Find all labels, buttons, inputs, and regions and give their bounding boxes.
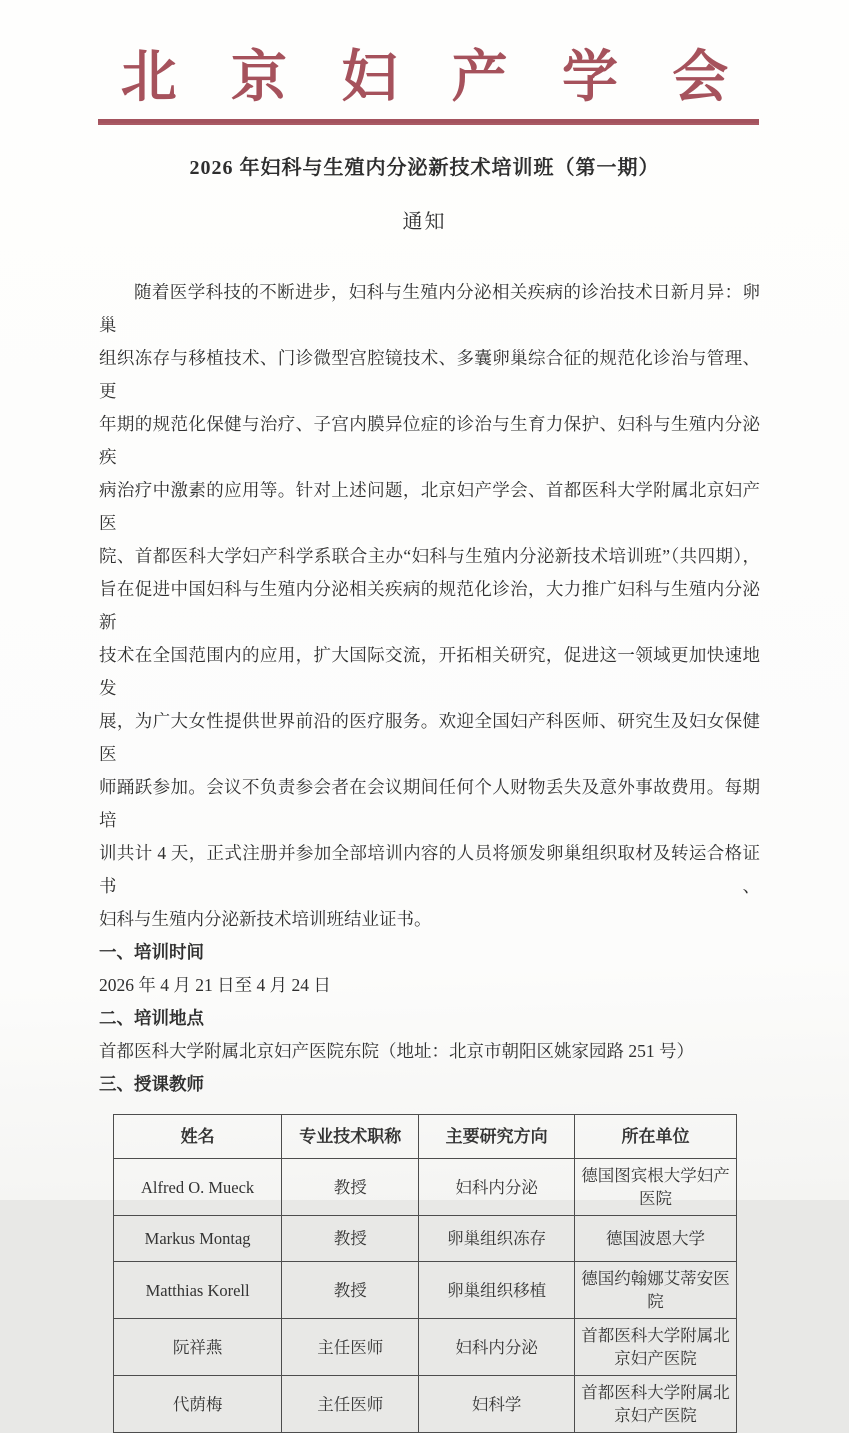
body-line: 病治疗中激素的应用等。针对上述问题，北京妇产学会、首都医科大学附属北京妇产医 xyxy=(99,480,760,534)
notice-subtitle: 通知 xyxy=(402,211,447,234)
section-heading-training-time: 一、培训时间 xyxy=(99,942,204,963)
teacher-affiliation: 首都医科大学附属北京妇产医院 xyxy=(575,1376,737,1433)
teacher-name: Markus Montag xyxy=(114,1216,282,1262)
section-heading-training-location: 二、培训地点 xyxy=(99,1008,204,1029)
body-line: 训共计 4 天，正式注册并参加全部培训内容的人员将颁发卵巢组织取材及转运合格证书、 xyxy=(99,843,760,897)
body-line: 随着医学科技的不断进步，妇科与生殖内分泌相关疾病的诊治技术日新月异：卵巢 xyxy=(99,282,760,336)
teacher-table-wrapper xyxy=(113,1114,760,1433)
teacher-research: 妇科学 xyxy=(419,1376,575,1433)
teacher-affiliation: 德国图宾根大学妇产医院 xyxy=(575,1159,737,1216)
body-line: 旨在促进中国妇科与生殖内分泌相关疾病的规范化诊治，大力推广妇科与生殖内分泌新 xyxy=(99,579,760,633)
teacher-table-body xyxy=(114,1159,737,1433)
teacher-name: Alfred O. Mueck xyxy=(114,1159,282,1216)
body-line: 组织冻存与移植技术、门诊微型宫腔镜技术、多囊卵巢综合征的规范化诊治与管理、更 xyxy=(99,348,760,402)
section-heading-teachers: 三、授课教师 xyxy=(99,1074,204,1095)
teacher-affiliation: 德国约翰娜艾蒂安医院 xyxy=(575,1262,737,1319)
table-row xyxy=(114,1262,737,1319)
teacher-title: 教授 xyxy=(282,1262,419,1319)
body-line: 展，为广大女性提供世界前沿的医疗服务。欢迎全国妇产科医师、研究生及妇女保健医 xyxy=(99,711,760,765)
teacher-name: Matthias Korell xyxy=(114,1262,282,1319)
table-header-row xyxy=(114,1115,737,1159)
column-header-professional-title: 专业技术职称 xyxy=(282,1115,419,1159)
table-row xyxy=(114,1159,737,1216)
teacher-research: 卵巢组织冻存 xyxy=(419,1216,575,1262)
training-location-value: 首都医科大学附属北京妇产医院东院（地址：北京市朝阳区姚家园路 251 号） xyxy=(99,1041,694,1062)
teacher-table xyxy=(113,1114,737,1433)
table-row xyxy=(114,1319,737,1376)
teacher-research: 卵巢组织移植 xyxy=(419,1262,575,1319)
document-title: 2026 年妇科与生殖内分泌新技术培训班（第一期） xyxy=(189,157,660,180)
table-row xyxy=(114,1216,737,1262)
teacher-title: 主任医师 xyxy=(282,1376,419,1433)
column-header-research-direction: 主要研究方向 xyxy=(419,1115,575,1159)
table-row xyxy=(114,1376,737,1433)
body-line: 年期的规范化保健与治疗、子宫内膜异位症的诊治与生育力保护、妇科与生殖内分泌疾 xyxy=(99,414,760,468)
teacher-name: 阮祥燕 xyxy=(114,1319,282,1376)
teacher-table-header xyxy=(114,1115,737,1159)
teacher-affiliation: 首都医科大学附属北京妇产医院 xyxy=(575,1319,737,1376)
intro-paragraph xyxy=(99,276,760,936)
body-line: 妇科与生殖内分泌新技术培训班结业证书。 xyxy=(99,909,432,930)
teacher-name: 代荫梅 xyxy=(114,1376,282,1433)
column-header-name: 姓名 xyxy=(114,1115,282,1159)
body-line: 师踊跃参加。会议不负责参会者在会议期间任何个人财物丢失及意外事故费用。每期培 xyxy=(99,777,760,831)
header-double-rule xyxy=(98,119,759,125)
teacher-title: 主任医师 xyxy=(282,1319,419,1376)
teacher-research: 妇科内分泌 xyxy=(419,1319,575,1376)
training-time-value: 2026 年 4 月 21 日至 4 月 24 日 xyxy=(99,975,331,996)
teacher-title: 教授 xyxy=(282,1216,419,1262)
teacher-research: 妇科内分泌 xyxy=(419,1159,575,1216)
body-line: 院、首都医科大学妇产科学系联合主办“妇科与生殖内分泌新技术培训班”（共四期）， xyxy=(99,546,760,567)
teacher-affiliation: 德国波恩大学 xyxy=(575,1216,737,1262)
teacher-title: 教授 xyxy=(282,1159,419,1216)
body-line: 技术在全国范围内的应用，扩大国际交流，开拓相关研究，促进这一领域更加快速地发 xyxy=(99,645,760,699)
column-header-affiliation: 所在单位 xyxy=(575,1115,737,1159)
organization-title: 北 京 妇 产 学 会 xyxy=(120,47,749,109)
document-content xyxy=(99,276,760,1433)
